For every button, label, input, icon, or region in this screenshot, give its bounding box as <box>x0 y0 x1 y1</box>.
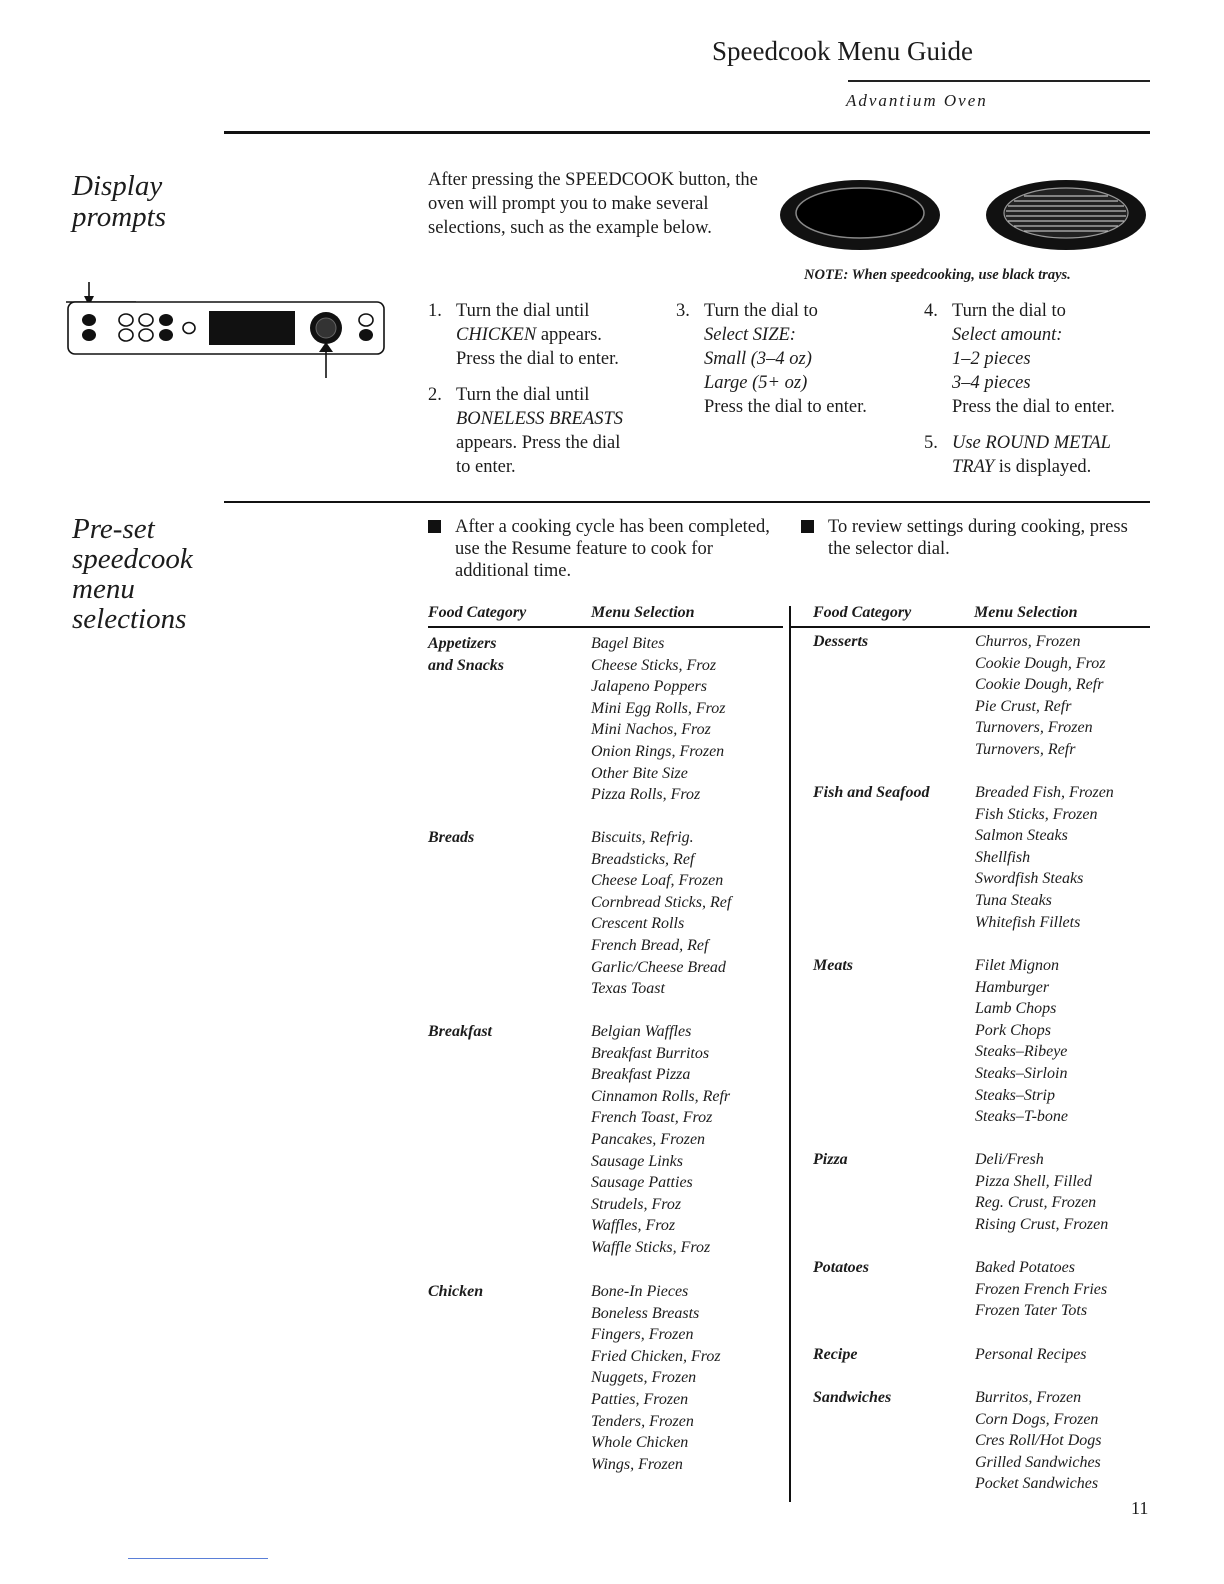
items-recipe: Personal Recipes <box>975 1346 1087 1363</box>
right-col-menu-header: Menu Selection <box>974 604 1078 621</box>
items-potatoes: Baked Potatoes Frozen French Fries Frozen Tater Tots <box>975 1259 1108 1320</box>
category-pizza: Pizza <box>813 1151 848 1168</box>
items-breads: Biscuits, Refrig. Breadsticks, Ref Cheese Loaf, Frozen Cornbread Sticks, Ref Crescent Rolls French Bread, Ref Garlic/Cheese Bread Texas Toast <box>591 829 732 998</box>
display-prompts-heading: Display prompts <box>72 170 166 233</box>
page-subtitle: Advantium Oven <box>846 91 988 110</box>
category-potatoes: Potatoes <box>813 1259 869 1276</box>
left-col-menu-header: Menu Selection <box>591 604 695 621</box>
category-appetizers: Appetizers and Snacks <box>428 635 505 674</box>
bullet-review: To review settings during cooking, press the selector dial. <box>801 516 1146 560</box>
tray-note: NOTE: When speedcooking, use black trays. <box>804 267 1071 283</box>
category-breads: Breads <box>428 829 475 846</box>
step-3: 3. Turn the dial to Select SIZE: Small (3–4 oz) Large (5+ oz) Press the dial to enter. <box>676 301 867 417</box>
bullet-square-icon <box>428 520 441 533</box>
step-5: 5. Use ROUND METAL TRAY is displayed. <box>924 433 1111 477</box>
items-fish-seafood: Breaded Fish, Frozen Fish Sticks, Frozen Salmon Steaks Shellfish Swordfish Steaks Tuna Steaks Whitefish Fillets <box>975 784 1114 931</box>
category-recipe: Recipe <box>813 1346 858 1363</box>
section-divider-top <box>224 131 1150 134</box>
section-divider-middle <box>224 501 1150 503</box>
intro-text: After pressing the SPEEDCOOK button, the oven will prompt you to make several selections, such as the example below. <box>428 170 758 238</box>
category-breakfast: Breakfast <box>428 1023 492 1040</box>
category-desserts: Desserts <box>813 633 869 650</box>
items-chicken: Bone-In Pieces Boneless Breasts Fingers, Frozen Fried Chicken, Froz Nuggets, Frozen Patties, Frozen Tenders, Frozen Whole Chicken Wings, Frozen <box>591 1283 721 1473</box>
left-table-rule <box>428 626 783 628</box>
category-fish-seafood: Fish and Seafood <box>813 784 930 801</box>
header-rule <box>848 80 1150 82</box>
black-tray-solid <box>778 178 942 252</box>
right-col-food-header: Food Category <box>813 604 912 621</box>
category-meats: Meats <box>813 957 853 974</box>
left-col-food-header: Food Category <box>428 604 527 621</box>
step-4: 4. Turn the dial to Select amount: 1–2 pieces 3–4 pieces Press the dial to enter. <box>924 301 1115 417</box>
step-1: 1. Turn the dial until CHICKEN appears. Press the dial to enter. <box>428 301 619 369</box>
items-sandwiches: Burritos, Frozen Corn Dogs, Frozen Cres Roll/Hot Dogs Grilled Sandwiches Pocket Sandwiches <box>975 1389 1102 1493</box>
bullet-resume: After a cooking cycle has been completed, use the Resume feature to cook for additional time. <box>428 516 778 582</box>
items-desserts: Churros, Frozen Cookie Dough, Froz Cookie Dough, Refr Pie Crust, Refr Turnovers, Frozen Turnovers, Refr <box>975 633 1106 758</box>
table-column-divider <box>789 606 791 1502</box>
preset-heading: Pre-set speedcook menu selections <box>72 513 193 635</box>
footer-link-underline <box>128 1558 268 1559</box>
items-meats: Filet Mignon Hamburger Lamb Chops Pork Chops Steaks–Ribeye Steaks–Sirloin Steaks–Strip Steaks–T-bone <box>975 957 1069 1126</box>
items-appetizers: Bagel Bites Cheese Sticks, Froz Jalapeno Poppers Mini Egg Rolls, Froz Mini Nachos, Froz Onion Rings, Frozen Other Bite Size Pizza Rolls, Froz <box>591 635 726 804</box>
category-chicken: Chicken <box>428 1283 484 1300</box>
black-tray-grill <box>984 178 1148 252</box>
page-number: 11 <box>1131 1498 1149 1518</box>
step-2: 2. Turn the dial until BONELESS BREASTS appears. Press the dial to enter. <box>428 385 624 477</box>
category-sandwiches: Sandwiches <box>813 1389 892 1406</box>
bullet-square-icon <box>801 520 814 533</box>
page-title: Speedcook Menu Guide <box>712 36 973 66</box>
control-panel-illustration <box>66 282 388 380</box>
items-pizza: Deli/Fresh Pizza Shell, Filled Reg. Crust, Frozen Rising Crust, Frozen <box>975 1151 1109 1233</box>
right-table-rule <box>791 626 1150 628</box>
items-breakfast: Belgian Waffles Breakfast Burritos Breakfast Pizza Cinnamon Rolls, Refr French Toast, Froz Pancakes, Frozen Sausage Links Sausage Patties Strudels, Froz Waffles, Froz Waffle Sticks, Froz <box>591 1023 731 1256</box>
